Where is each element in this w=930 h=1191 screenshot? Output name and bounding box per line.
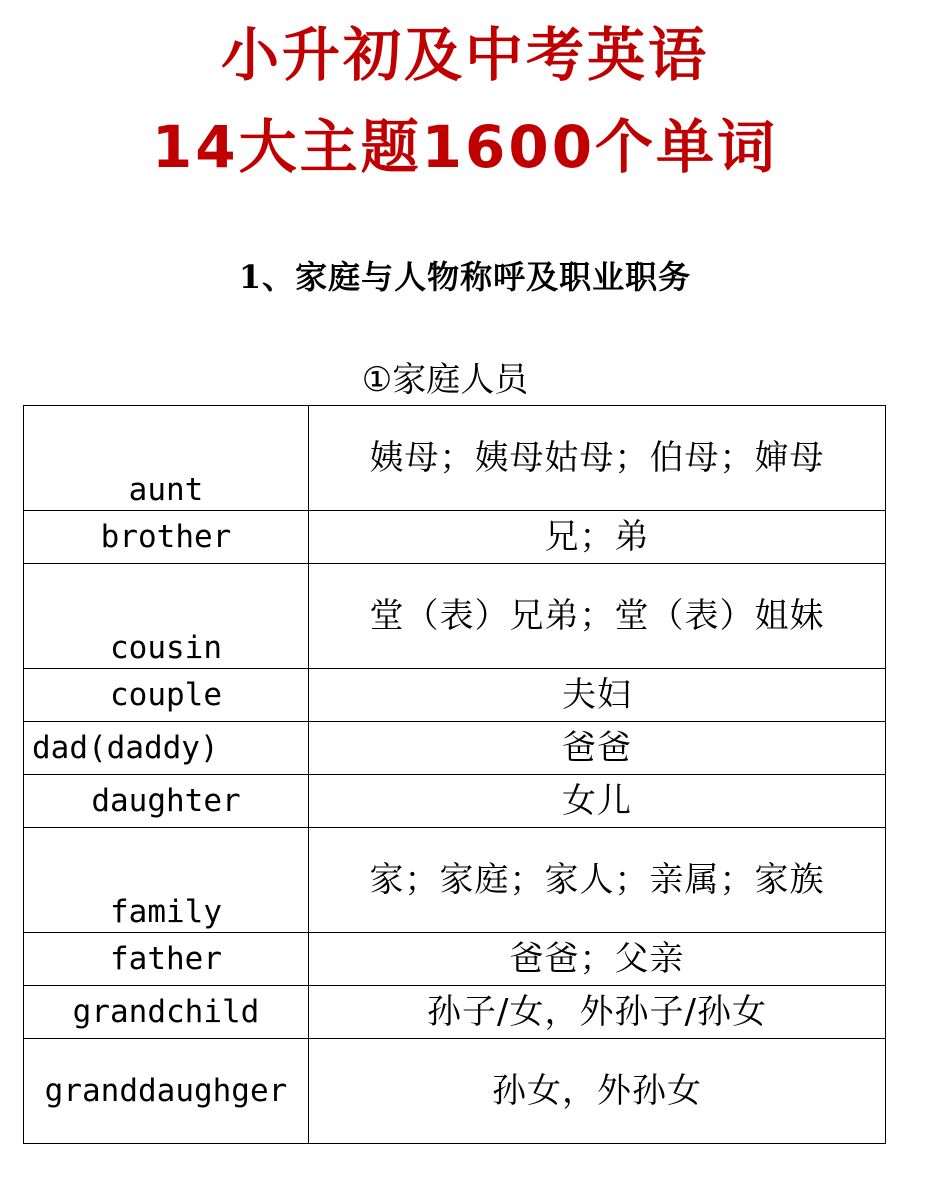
chinese-meaning: 兄；弟 — [309, 511, 886, 564]
document-title-line1: 小升初及中考英语 — [220, 21, 709, 89]
chinese-meaning: 女儿 — [309, 775, 886, 828]
table-row — [24, 775, 886, 828]
chinese-meaning: 孙子/女，外孙子/孙女 — [309, 986, 886, 1039]
english-word: aunt — [24, 406, 309, 511]
table-row — [24, 669, 886, 722]
vocabulary-table — [23, 405, 886, 1144]
chinese-meaning: 爸爸；父亲 — [309, 933, 886, 986]
chinese-meaning: 姨母；姨母姑母；伯母；婶母 — [309, 406, 886, 511]
table-row — [24, 1039, 886, 1144]
chinese-meaning: 家；家庭；家人；亲属；家族 — [309, 828, 886, 933]
chinese-meaning: 爸爸 — [309, 722, 886, 775]
chinese-meaning: 堂（表）兄弟；堂（表）姐妹 — [309, 564, 886, 669]
table-row — [24, 564, 886, 669]
english-word: brother — [24, 511, 309, 564]
chinese-meaning: 孙女，外孙女 — [309, 1039, 886, 1144]
table-row — [24, 406, 886, 511]
subsection-heading: ①家庭人员 — [361, 360, 529, 400]
table-row — [24, 722, 886, 775]
chinese-meaning: 夫妇 — [309, 669, 886, 722]
english-word: couple — [24, 669, 309, 722]
table-row — [24, 511, 886, 564]
english-word: cousin — [24, 564, 309, 669]
english-word: daughter — [24, 775, 309, 828]
table-row — [24, 933, 886, 986]
english-word: granddaughger — [24, 1039, 309, 1144]
document-title-line2: 14大主题1600个单词 — [151, 113, 779, 181]
english-word: family — [24, 828, 309, 933]
english-word: father — [24, 933, 309, 986]
english-word: dad(daddy) — [24, 722, 309, 775]
english-word: grandchild — [24, 986, 309, 1039]
section-heading: 1、家庭与人物称呼及职业职务 — [238, 258, 692, 296]
table-row — [24, 986, 886, 1039]
table-row — [24, 828, 886, 933]
